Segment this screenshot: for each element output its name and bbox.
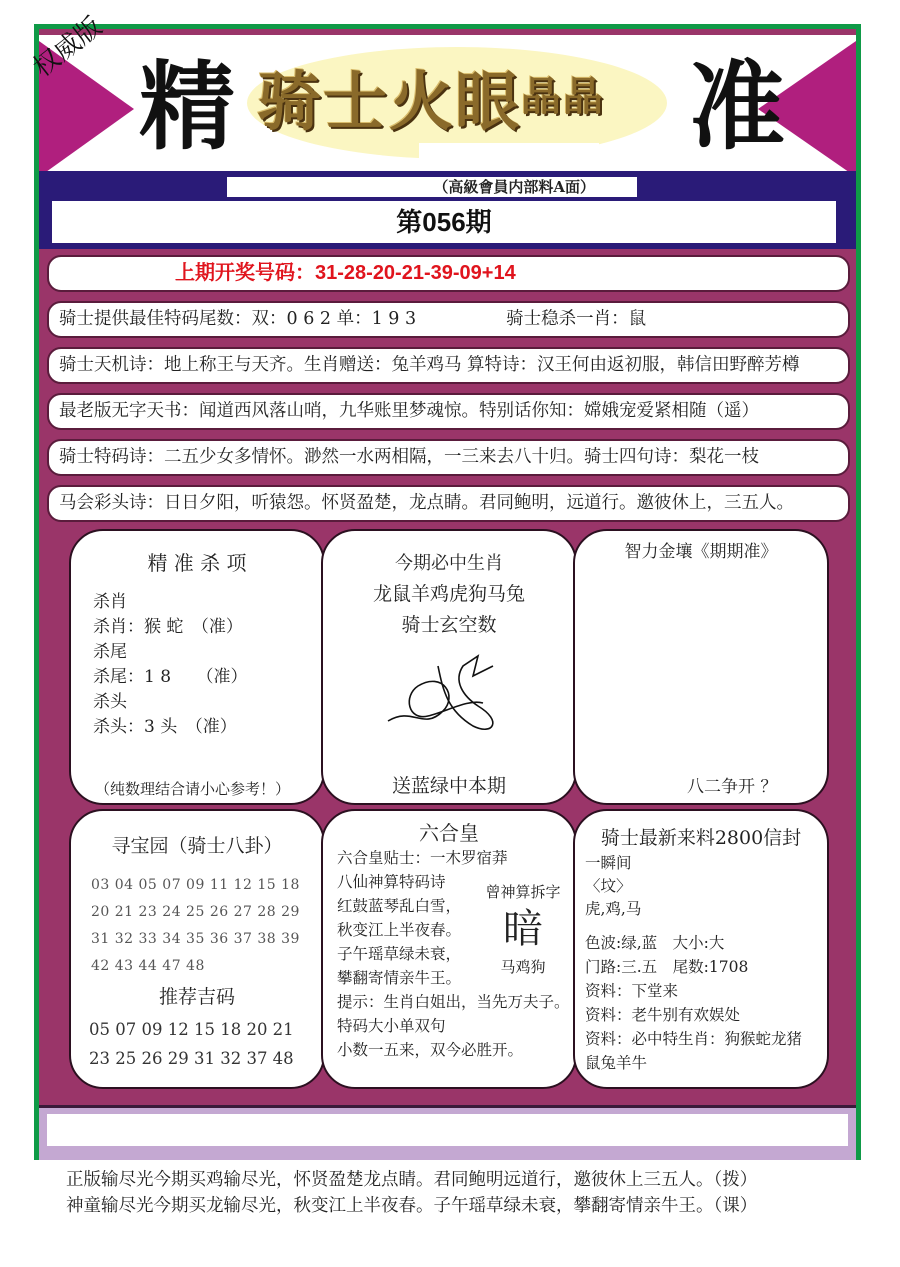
info-row-special (47, 439, 850, 476)
zodiac-line: 骑士玄空数 (401, 614, 497, 636)
card-title: 智力金壤《期期准》 (624, 542, 778, 562)
latest-line: 门路:三.五 尾数:1708 (585, 958, 749, 976)
liuhe-hint: 提示：生肖白姐出，当先万夫子。 (337, 993, 570, 1011)
lucky-row: 05 07 09 12 15 18 20 21 (89, 1020, 294, 1039)
liuhe-poem-line: 红鼓蓝琴乱白雪， (337, 897, 462, 915)
zodiac-list: 龙鼠羊鸡虎狗马兔 (372, 583, 525, 605)
wisdom-footer: 八二争开 ？ (687, 777, 778, 797)
big-char-left: 精 (139, 50, 235, 163)
signature-icon (383, 651, 523, 741)
footer-band (39, 1105, 856, 1160)
row-text: 最老版无字天书：闻道西风落山哨，九华账里梦魂惊。特别话你知：嫦娥宠爱紧相随（遥） (59, 401, 759, 421)
last-draw-numbers: 31-28-20-21-39-09+14 (315, 262, 516, 284)
card-precise-kill (69, 529, 325, 805)
kill-line: 杀头：3 头 （准） (93, 717, 237, 737)
latest-line: 资料：必中特生肖：狗猴蛇龙猪 (585, 1030, 803, 1048)
card-treasure (69, 809, 325, 1089)
poster-frame (27, 11, 861, 1160)
title-patch (419, 143, 599, 173)
liuhe-poem-line: 秋变江上半夜春。 (337, 921, 462, 939)
last-draw-row (47, 255, 850, 292)
row-extra: 骑士稳杀一肖：鼠 (506, 309, 647, 329)
kill-line: 杀肖 (93, 592, 127, 612)
split-zodiac: 马鸡狗 (500, 958, 546, 976)
info-row-tail (47, 301, 850, 338)
subtitle: （高級會員内部料A面） (227, 177, 637, 197)
liuhe-tip: 六合皇贴士：一木罗宿莽 (337, 849, 508, 867)
kill-line: 杀尾：1 8 （准） (93, 667, 248, 687)
latest-line: 资料：老牛别有欢娱处 (585, 1006, 741, 1024)
row-text: 马会彩头诗：日日夕阳，听猿怨。怀贤盈楚，龙点睛。君同鲍明，远道行。邀彼休上，三五人。 (59, 493, 794, 513)
liuhe-poem-title: 八仙神算特码诗 (337, 873, 446, 891)
info-row-poem (47, 347, 850, 384)
kill-line: 杀尾 (93, 642, 127, 662)
split-char: 暗 (503, 906, 543, 952)
card-wisdom (573, 529, 829, 805)
lucky-title: 推荐吉码 (158, 986, 235, 1008)
latest-line: 虎,鸡,马 (585, 900, 642, 918)
card-latest (573, 809, 829, 1089)
card-title: 六合皇 (419, 821, 479, 845)
row-text: 骑士提供最佳特码尾数：双：0 6 2 单：1 9 3 (59, 309, 417, 329)
lucky-number-grid (71, 1015, 323, 1073)
bottom-line-2: 神童输尽光今期买龙输尽光，秋变江上半夜春。子午瑶草绿未衰，攀翻寄情亲牛王。（课） (66, 1196, 758, 1216)
last-draw-label: 上期开奖号码： (175, 262, 315, 284)
bottom-line-1: 正版输尽光今期买鸡输尽光，怀贤盈楚龙点睛。君同鲍明远道行，邀彼休上三五人。（拨） (66, 1170, 758, 1190)
info-row-caitou (47, 485, 850, 522)
treasure-number-grid (71, 872, 323, 980)
latest-line: 鼠兔羊牛 (585, 1054, 648, 1072)
main-title (257, 65, 605, 140)
card-title: 骑士最新来料2800信封 (600, 827, 802, 849)
number-row: 31 32 33 34 35 36 37 38 39 (91, 931, 300, 947)
latest-line: 资料：下堂来 (585, 982, 679, 1000)
latest-line: 一瞬间 (585, 854, 632, 872)
liuhe-poem-line: 攀翻寄情亲牛王。 (337, 969, 462, 987)
row-text: 骑士天机诗：地上称王与天齐。生肖赠送：兔羊鸡马 算特诗：汉王何由返初服，韩信田野醉芳樽 (59, 355, 800, 375)
liuhe-size-title: 特码大小单双句 (337, 1017, 446, 1035)
lucky-row: 23 25 26 29 31 32 37 48 (89, 1049, 294, 1068)
number-row: 03 04 05 07 09 11 12 15 18 (91, 877, 300, 893)
split-char-box (473, 881, 573, 977)
card-liuhe (321, 809, 577, 1089)
zodiac-line: 今期必中生肖 (395, 553, 503, 574)
split-label: 曾神算拆字 (485, 883, 561, 901)
number-row: 20 21 23 24 25 26 27 28 29 (91, 904, 300, 920)
info-row-book (47, 393, 850, 430)
big-char-right: 准 (689, 50, 785, 163)
zodiac-footer: 送蓝绿中本期 (391, 775, 506, 797)
footer-blank (47, 1114, 848, 1146)
latest-line: 色波:绿,蓝 大小:大 (585, 934, 725, 952)
card-title: 精 准 杀 项 (147, 551, 247, 575)
title-small-text: 晶晶 (521, 73, 605, 120)
card-zodiac (321, 529, 577, 805)
kill-note: （纯数理结合请小心参考！） (95, 780, 291, 798)
liuhe-poem-line: 子午瑶草绿未衰， (337, 945, 462, 963)
card-title: 寻宝园（骑士八卦） (111, 835, 283, 857)
liuhe-size-line: 小数一五来，双今必胜开。 (337, 1041, 524, 1059)
title-main-text: 骑士火眼 (257, 65, 521, 140)
issue-band (39, 171, 856, 249)
row-text: 骑士特码诗：二五少女多情怀。渺然一水两相隔，一三来去八十归。骑士四句诗：梨花一枝 (59, 447, 759, 467)
issue-number: 第056期 (52, 201, 836, 243)
kill-line: 杀头 (93, 692, 127, 712)
header-banner (27, 11, 856, 171)
authority-badge: 权威版 (27, 11, 108, 84)
latest-line: 〈坟〉 (585, 877, 632, 895)
number-row: 42 43 44 47 48 (91, 958, 205, 974)
kill-line: 杀肖：猴 蛇 （准） (93, 617, 243, 637)
